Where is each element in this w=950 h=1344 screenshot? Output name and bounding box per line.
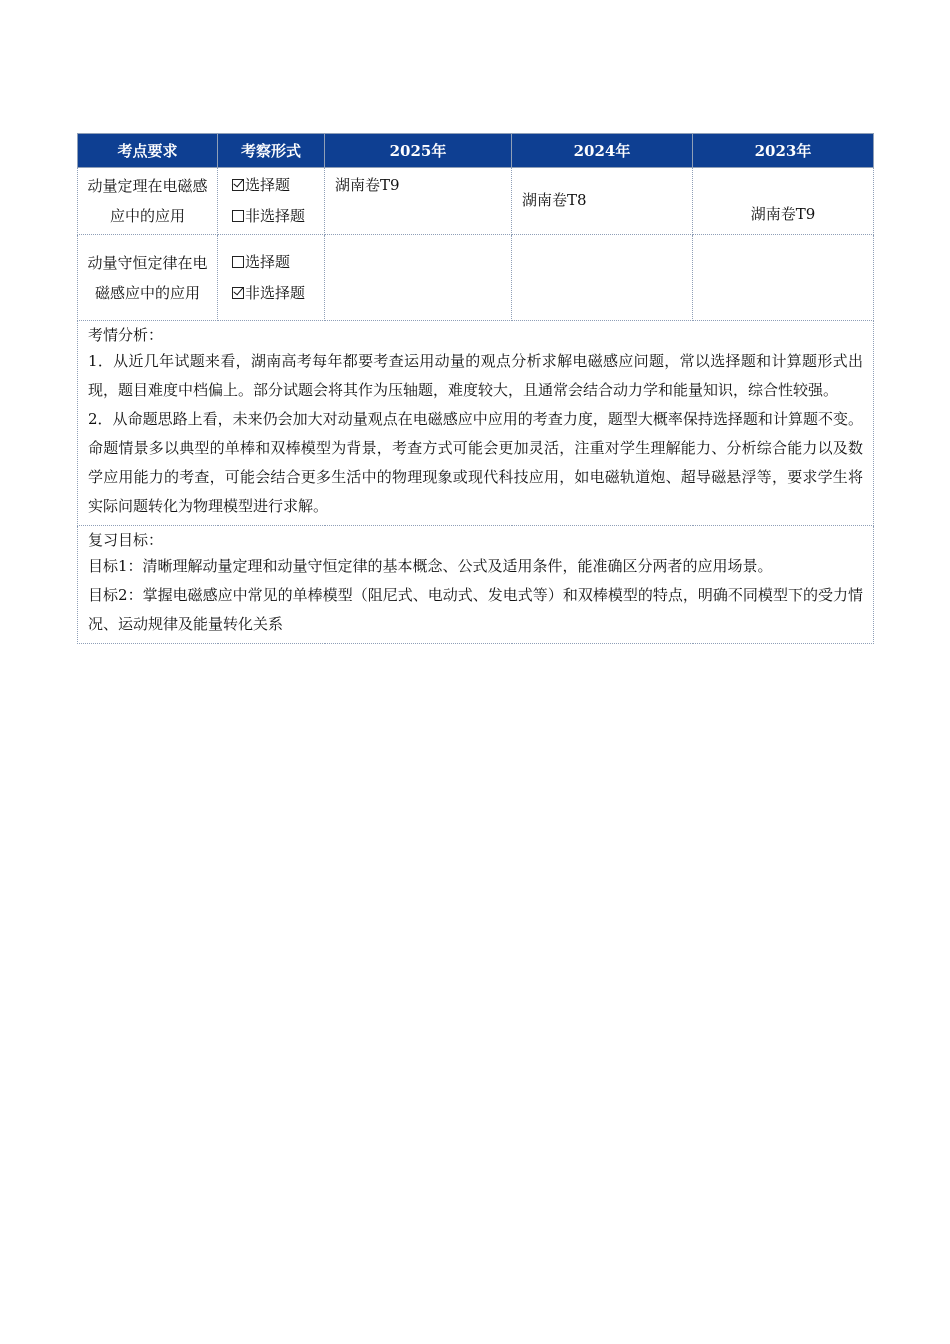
format-cell: [218, 235, 325, 321]
goals-row: [78, 526, 874, 644]
analysis-paragraph: 2．从命题思路上看，未来仍会加大对动量观点在电磁感应中应用的考查力度，题型大概率保持选择题和计算题不变。命题情景多以典型的单棒和双棒模型为背景，考查方式可能会更加灵活，注重对学生理解能力、分析综合能力以及数学应用能力的考查，可能会结合更多生活中的物理现象或现代科技应用，如电磁轨道炮、超导磁悬浮等，要求学生将实际问题转化为物理模型进行求解。: [88, 410, 863, 515]
cell-2025: 湖南卷T9: [325, 168, 512, 235]
table-row: [78, 235, 874, 321]
topic-cell: 动量守恒定律在电磁感应中的应用: [78, 235, 218, 321]
checked-box-icon: [232, 287, 244, 299]
header-year-2023: 2023年: [693, 134, 874, 168]
table-header-row: [78, 134, 874, 168]
analysis-row: [78, 321, 874, 526]
analysis-section: [78, 321, 874, 526]
unchecked-box-icon: [232, 256, 244, 268]
checked-box-icon: [232, 179, 244, 191]
unchecked-box-icon: [232, 210, 244, 222]
cell-2023: [693, 235, 874, 321]
goals-section: [78, 526, 874, 644]
header-year-2025: 2025年: [325, 134, 512, 168]
goal-item: 目标2：掌握电磁感应中常见的单棒模型（阻尼式、电动式、发电式等）和双棒模型的特点，明确不同模型下的受力情况、运动规律及能量转化关系: [88, 586, 863, 633]
option-label: 选择题: [245, 176, 291, 194]
cell-2024: 湖南卷T8: [512, 168, 693, 235]
table-row: [78, 168, 874, 235]
cell-2025: [325, 235, 512, 321]
goals-heading: 复习目标：: [88, 531, 164, 549]
header-requirement: 考点要求: [78, 134, 218, 168]
cell-2024: [512, 235, 693, 321]
format-cell: [218, 168, 325, 235]
goal-item: 目标1：清晰理解动量定理和动量守恒定律的基本概念、公式及适用条件，能准确区分两者的应用场景。: [88, 557, 773, 575]
option-choice: [232, 170, 324, 201]
topic-cell: 动量定理在电磁感应中的应用: [78, 168, 218, 235]
header-format: 考察形式: [218, 134, 325, 168]
header-year-2024: 2024年: [512, 134, 693, 168]
exam-points-table: [77, 133, 874, 644]
analysis-paragraph: 1．从近几年试题来看，湖南高考每年都要考查运用动量的观点分析求解电磁感应问题，常以选择题和计算题形式出现，题目难度中档偏上。部分试题会将其作为压轴题，难度较大，且通常会结合动力学和能量知识，综合性较强。: [88, 352, 863, 399]
option-choice: [232, 247, 324, 278]
option-label: 非选择题: [245, 207, 306, 225]
option-non-choice: [232, 201, 324, 232]
option-label: 非选择题: [245, 283, 306, 302]
analysis-heading: 考情分析：: [88, 326, 164, 344]
option-non-choice: [232, 278, 324, 309]
cell-2023: 湖南卷T9: [693, 168, 874, 235]
option-label: 选择题: [245, 252, 291, 271]
exam-analysis-sheet: [77, 133, 873, 644]
